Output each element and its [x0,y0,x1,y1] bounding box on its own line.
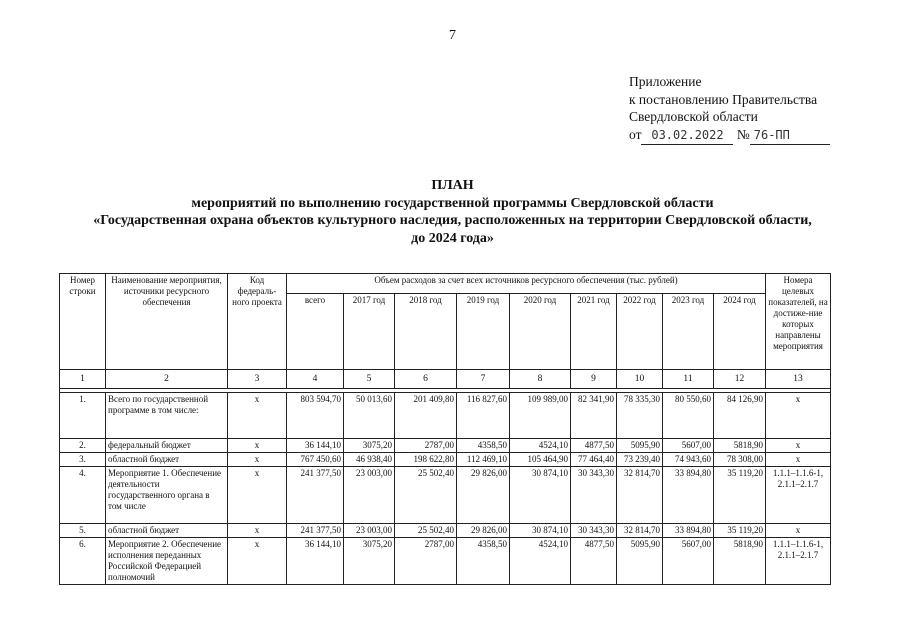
column-number: 13 [766,370,831,389]
row-code: x [228,439,287,453]
row-2018: 201 409,80 [395,393,457,439]
column-number: 2 [106,370,228,389]
header-2021: 2021 год [571,294,617,370]
row-name: Всего по государственной программе в том числе: [106,393,228,439]
row-2021: 30 343,30 [571,467,617,524]
row-total: 803 594,70 [287,393,344,439]
header-volume: Объем расходов за счет всех источников ресурсного обеспечения (тыс. рублей) [287,274,766,294]
row-2023: 80 550,60 [663,393,714,439]
row-2019: 29 826,00 [457,524,510,538]
row-2021: 82 341,90 [571,393,617,439]
row-2017: 46 938,40 [344,453,395,467]
appendix-date: 03.02.2022 [641,127,733,146]
row-targets: x [766,453,831,467]
row-2019: 116 827,60 [457,393,510,439]
column-number: 1 [60,370,106,389]
row-targets: 1.1.1–1.1.6-1, 2.1.1–2.1.7 [766,467,831,524]
row-2019: 112 469,10 [457,453,510,467]
appendix-from-label: от [629,126,642,142]
row-2020: 4524,10 [510,538,571,585]
row-total: 767 450,60 [287,453,344,467]
row-2017: 50 013,60 [344,393,395,439]
row-2024: 35 119,20 [714,467,766,524]
table-row [60,524,831,538]
row-number: 5. [60,524,106,538]
page-number: 7 [449,28,456,43]
row-total: 241 377,50 [287,524,344,538]
row-total: 241 377,50 [287,467,344,524]
row-code: x [228,538,287,585]
row-number: 3. [60,453,106,467]
row-2018: 198 622,80 [395,453,457,467]
row-2020: 30 874,10 [510,467,571,524]
row-code: x [228,524,287,538]
header-row-number: Номер строки [60,274,106,370]
appendix-block [629,73,830,145]
document-subtitle-1: мероприятий по выполнению государственной программы Свердловской области [191,196,714,211]
row-2022: 78 335,30 [617,393,663,439]
row-2023: 33 894,80 [663,467,714,524]
column-number: 8 [510,370,571,389]
plan-table [59,273,831,585]
row-2024: 84 126,90 [714,393,766,439]
header-name: Наименование мероприятия, источники ресурсного обеспечения [106,274,228,370]
row-2023: 5607,00 [663,439,714,453]
row-name: областной бюджет [106,453,228,467]
row-targets: x [766,439,831,453]
header-2019: 2019 год [457,294,510,370]
table-row [60,538,831,585]
row-2024: 5818,90 [714,538,766,585]
row-name: федеральный бюджет [106,439,228,453]
column-number: 4 [287,370,344,389]
row-2017: 3075,20 [344,538,395,585]
column-number-row [60,370,831,389]
document-subtitle-2: «Государственная охрана объектов культурного наследия, расположенных на территории Свердловской области, [93,213,812,228]
row-code: x [228,467,287,524]
header-2017: 2017 год [344,294,395,370]
column-number: 9 [571,370,617,389]
row-2019: 4358,50 [457,538,510,585]
row-2021: 4877,50 [571,538,617,585]
row-2023: 33 894,80 [663,524,714,538]
document-subtitle-3: до 2024 года» [411,231,494,246]
appendix-line-3: Свердловской области [629,109,758,124]
row-number: 6. [60,538,106,585]
row-2021: 30 343,30 [571,524,617,538]
row-name: Мероприятие 1. Обеспечение деятельности государственного органа в том числе [106,467,228,524]
row-2021: 4877,50 [571,439,617,453]
row-2022: 32 814,70 [617,524,663,538]
row-2018: 2787,00 [395,538,457,585]
row-total: 36 144,10 [287,439,344,453]
row-2018: 25 502,40 [395,524,457,538]
table-row [60,393,831,439]
row-2019: 29 826,00 [457,467,510,524]
row-2022: 32 814,70 [617,467,663,524]
row-2024: 78 308,00 [714,453,766,467]
row-2022: 73 239,40 [617,453,663,467]
appendix-line-1: Приложение [629,74,702,89]
row-name: областной бюджет [106,524,228,538]
row-2017: 23 003,00 [344,524,395,538]
appendix-number-sign: № [736,126,750,142]
column-number: 3 [228,370,287,389]
row-number: 2. [60,439,106,453]
row-2017: 3075,20 [344,439,395,453]
row-name: Мероприятие 2. Обеспечение исполнения переданных Российской Федерацией полномочий [106,538,228,585]
column-number: 5 [344,370,395,389]
appendix-line-2: к постановлению Правительства [629,91,818,107]
header-2023: 2023 год [663,294,714,370]
row-2020: 30 874,10 [510,524,571,538]
table-row [60,453,831,467]
table-row [60,467,831,524]
header-2022: 2022 год [617,294,663,370]
header-total: всего [287,294,344,370]
column-number: 7 [457,370,510,389]
column-number: 10 [617,370,663,389]
row-2022: 5095,90 [617,439,663,453]
row-2020: 105 464,90 [510,453,571,467]
row-code: x [228,453,287,467]
row-2023: 5607,00 [663,538,714,585]
row-2020: 109 989,00 [510,393,571,439]
header-2024: 2024 год [714,294,766,370]
column-number: 6 [395,370,457,389]
row-2022: 5095,90 [617,538,663,585]
header-targets: Номера целевых показателей, на достиже-ние которых направлены мероприятия [766,274,831,370]
row-total: 36 144,10 [287,538,344,585]
row-2020: 4524,10 [510,439,571,453]
row-2021: 77 464,40 [571,453,617,467]
header-federal-code: Код федераль-ного проекта [228,274,287,370]
row-2024: 5818,90 [714,439,766,453]
header-2018: 2018 год [395,294,457,370]
row-2017: 23 003,00 [344,467,395,524]
row-code: x [228,393,287,439]
row-2024: 35 119,20 [714,524,766,538]
header-2020: 2020 год [510,294,571,370]
row-targets: x [766,524,831,538]
row-targets: 1.1.1–1.1.6-1, 2.1.1–2.1.7 [766,538,831,585]
column-number: 12 [714,370,766,389]
document-title: ПЛАН [431,178,474,193]
appendix-signature-line [629,126,830,146]
table-row [60,439,831,453]
row-2023: 74 943,60 [663,453,714,467]
row-targets: x [766,393,831,439]
row-number: 1. [60,393,106,439]
appendix-number: 76-ПП [750,127,830,146]
row-2018: 2787,00 [395,439,457,453]
row-2019: 4358,50 [457,439,510,453]
row-2018: 25 502,40 [395,467,457,524]
column-number: 11 [663,370,714,389]
row-number: 4. [60,467,106,524]
